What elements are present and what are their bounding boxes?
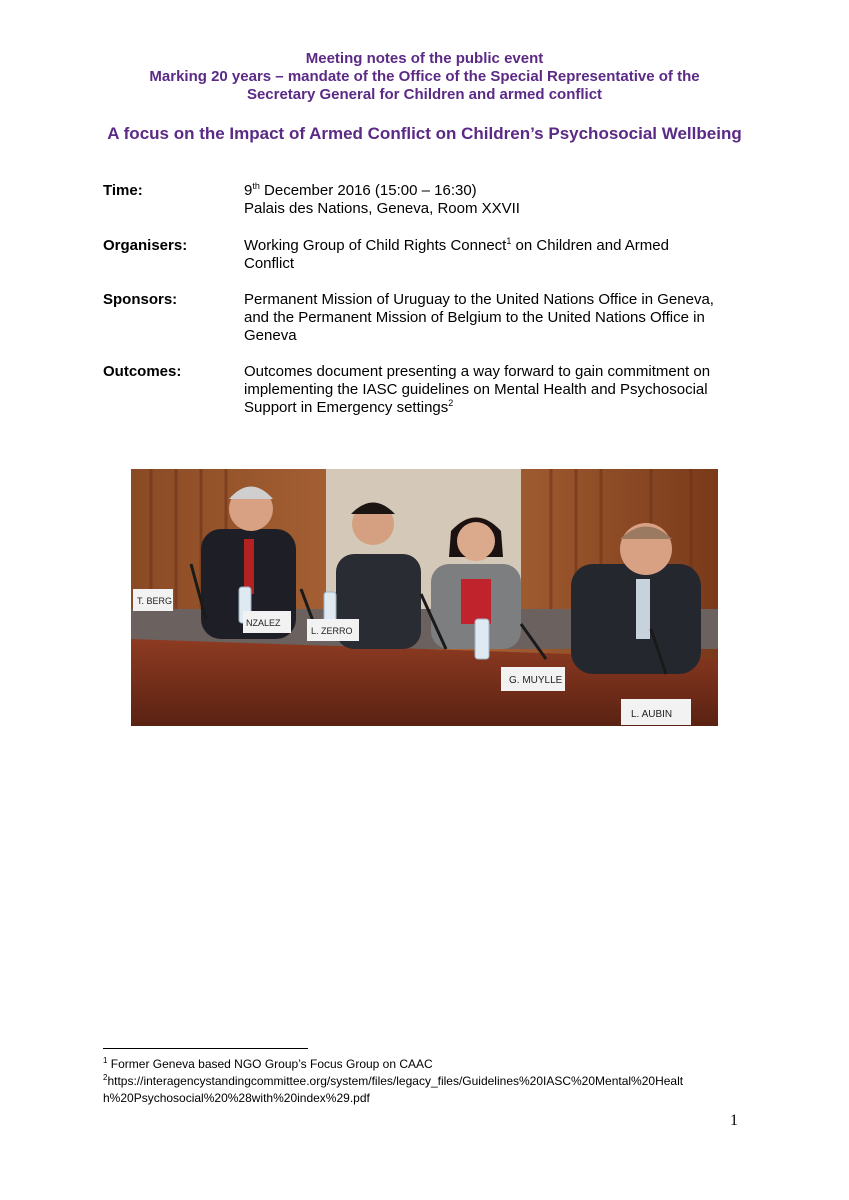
- outcomes-label: Outcomes:: [103, 363, 182, 380]
- sponsors-line-2: and the Permanent Mission of Belgium to the United Nations Office in: [244, 309, 705, 326]
- document-subtitle: A focus on the Impact of Armed Conflict on Children’s Psychosocial Wellbeing: [107, 124, 742, 143]
- nameplate-1-text: T. BERG: [137, 596, 173, 606]
- sponsors-label: Sponsors:: [103, 291, 178, 308]
- footnote-2-number: 2: [103, 1073, 108, 1082]
- nameplate-4-text: G. MUYLLE: [509, 675, 563, 686]
- header-line-1: Meeting notes of the public event: [305, 50, 544, 67]
- outcomes-line-2: implementing the IASC guidelines on Mental Health and Psychosocial: [244, 381, 708, 398]
- footnotes: [103, 1056, 753, 1107]
- header-line-2: Marking 20 years – mandate of the Office of the Special Representative of the: [149, 68, 700, 85]
- organisers-text-line2: Conflict: [244, 255, 295, 272]
- time-day-suffix: th: [252, 181, 260, 191]
- time-day: 9: [244, 182, 253, 199]
- outcomes-line-3: Support in Emergency settings: [244, 399, 449, 416]
- footnote-1-text: Former Geneva based NGO Group’s Focus Group on CAAC: [107, 1057, 433, 1071]
- sponsors-value: [244, 291, 764, 345]
- page-number: 1: [730, 1112, 738, 1129]
- footnote-1: [103, 1056, 753, 1073]
- footnote-ref-1[interactable]: 1: [506, 236, 512, 246]
- organisers-value: [244, 237, 764, 273]
- outcomes-value: [244, 363, 764, 417]
- nameplate-1: [133, 589, 173, 611]
- footnote-1-number: 1: [103, 1056, 108, 1065]
- nameplate-3-text: L. ZERRO: [311, 626, 353, 636]
- sponsors-line-3: Geneva: [244, 327, 297, 344]
- outcomes-line-1: Outcomes document presenting a way forward to gain commitment on: [244, 363, 711, 380]
- nameplate-2: [243, 611, 291, 633]
- document-header: [0, 50, 849, 104]
- header-line-3: Secretary General for Children and armed conflict: [246, 86, 603, 103]
- nameplate-3: [307, 619, 359, 641]
- footnote-2[interactable]: [103, 1073, 753, 1090]
- footnote-2-url-line1[interactable]: https://interagencystandingcommittee.org/system/files/legacy_files/Guidelines%20IASC%20Mental%20Healt: [107, 1074, 684, 1088]
- sponsors-line-1: Permanent Mission of Uruguay to the United Nations Office in Geneva,: [244, 291, 714, 308]
- time-location: Palais des Nations, Geneva, Room XXVII: [244, 200, 520, 217]
- footnote-divider: [103, 1048, 308, 1049]
- footnote-ref-2[interactable]: 2: [448, 398, 454, 408]
- organisers-label: Organisers:: [103, 237, 188, 254]
- nameplate-5: [621, 699, 691, 725]
- organisers-text-a: Working Group of Child Rights Connect: [244, 237, 507, 254]
- nameplate-4: [501, 667, 565, 691]
- nameplate-2-text: NZALEZ: [246, 618, 281, 628]
- organisers-text-b: on Children and Armed: [511, 237, 669, 254]
- time-label: Time:: [103, 182, 143, 199]
- time-date-rest: December 2016 (15:00 – 16:30): [259, 182, 477, 199]
- event-photo: [131, 469, 718, 726]
- nameplate-5-text: L. AUBIN: [631, 709, 673, 720]
- time-value: [244, 182, 764, 218]
- footnote-2-url-line2[interactable]: h%20Psychosocial%20%28with%20index%29.pdf: [103, 1091, 370, 1105]
